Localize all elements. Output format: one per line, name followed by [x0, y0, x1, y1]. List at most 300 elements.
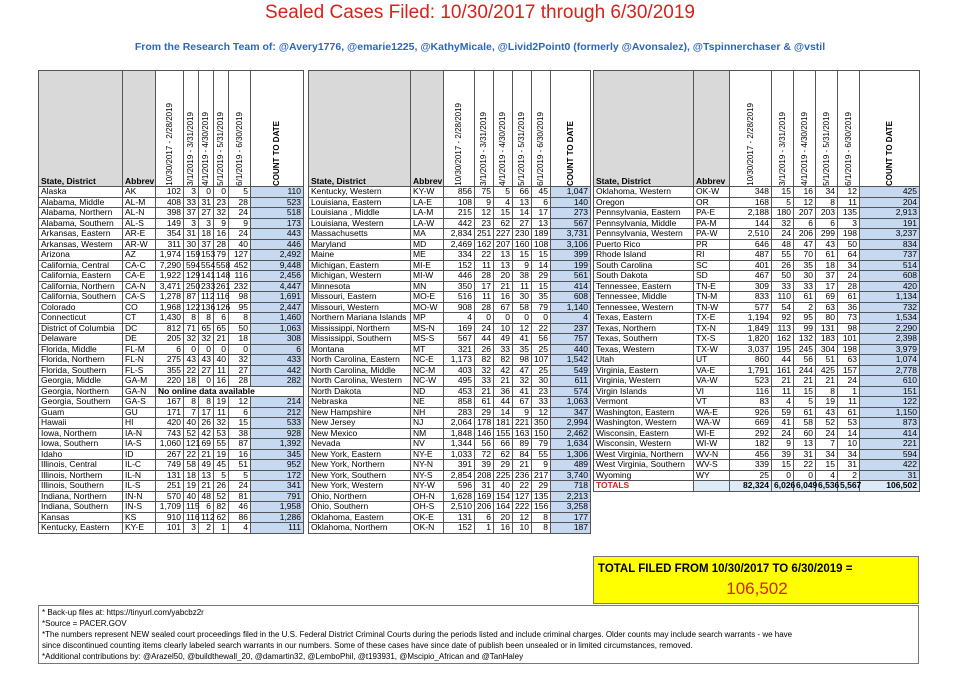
period-count: 44 [772, 355, 794, 366]
period-count: 50 [838, 239, 860, 250]
count-to-date: 1,306 [551, 449, 591, 460]
count-to-date: 4,447 [251, 281, 304, 292]
period-count: 18 [184, 470, 199, 481]
period-count: 44 [494, 397, 513, 408]
period-count: 52 [214, 491, 229, 502]
period-count: 217 [532, 470, 551, 481]
district-name: Montana [309, 344, 411, 355]
totals-value: 6,536 [816, 481, 838, 492]
district-abbrev: IL-N [123, 470, 156, 481]
period-count: 8 [184, 397, 199, 408]
period-count: 159 [184, 250, 199, 261]
count-to-date: 489 [551, 460, 591, 471]
count-to-date: 3,979 [860, 344, 920, 355]
district-name: Ohio, Northern [309, 491, 411, 502]
period-count: 6 [816, 218, 838, 229]
district-name: Illinois, Northern [39, 470, 123, 481]
period-count: 442 [444, 218, 475, 229]
count-to-date: 446 [251, 239, 304, 250]
table-row [39, 239, 304, 250]
totals-value: 6,026 [772, 481, 794, 492]
period-count: 16 [494, 523, 513, 534]
period-count: 236 [513, 470, 532, 481]
count-to-date: 425 [860, 187, 920, 198]
count-to-date: 4 [551, 313, 591, 324]
period-count: 3,471 [156, 281, 184, 292]
period-count: 22 [475, 250, 494, 261]
district-abbrev: LA-M [411, 208, 444, 219]
period-count: 31 [184, 229, 199, 240]
period-count: 42 [199, 428, 214, 439]
table-row [39, 313, 304, 324]
period-count: 67 [494, 302, 513, 313]
period-count: 62 [494, 449, 513, 460]
count-to-date: 1,634 [551, 439, 591, 450]
period-count: 65 [214, 323, 229, 334]
period-count: 8 [184, 313, 199, 324]
table-row [594, 250, 920, 261]
period-count: 309 [730, 281, 772, 292]
period-count: 164 [494, 502, 513, 513]
period-count: 34 [816, 449, 838, 460]
period-count: 40 [214, 355, 229, 366]
period-count: 9 [772, 439, 794, 450]
header-row [39, 71, 304, 187]
period-count: 339 [730, 460, 772, 471]
period-count: 69 [199, 439, 214, 450]
table-row [594, 208, 920, 219]
period-count: 350 [532, 418, 551, 429]
district-abbrev: AL-N [123, 208, 156, 219]
totals-value: 82,324 [730, 481, 772, 492]
district-name: Missouri, Western [309, 302, 411, 313]
period-count: 15 [532, 281, 551, 292]
period-count: 16 [214, 229, 229, 240]
period-count: 9 [229, 218, 251, 229]
period-count: 54 [772, 302, 794, 313]
district-name: West Virginia, Southern [594, 460, 694, 471]
period-count: 63 [816, 302, 838, 313]
period-count: 152 [444, 523, 475, 534]
district-abbrev: TX-S [694, 334, 730, 345]
district-abbrev: FL-M [123, 344, 156, 355]
table-row [39, 271, 304, 282]
period-count: 398 [156, 208, 184, 219]
table-row [39, 512, 304, 523]
period-header [772, 71, 794, 187]
period-count: 32 [475, 365, 494, 376]
period-count: 6 [532, 197, 551, 208]
district-abbrev: TX-W [694, 344, 730, 355]
period-header [816, 71, 838, 187]
table-row [309, 229, 591, 240]
period-count: 50 [772, 271, 794, 282]
district-abbrev: CA-C [123, 260, 156, 271]
period-count: 4 [229, 523, 251, 534]
district-abbrev: WV-N [694, 449, 730, 460]
count-to-date: 2,913 [860, 208, 920, 219]
district-name: Arkansas, Western [39, 239, 123, 250]
district-name: Alabama, Northern [39, 208, 123, 219]
period-count: 0 [475, 313, 494, 324]
district-abbrev: MP [411, 313, 444, 324]
table-row [594, 439, 920, 450]
period-count: 27 [199, 208, 214, 219]
count-to-date: 3,237 [860, 229, 920, 240]
period-count: 44 [475, 334, 494, 345]
district-abbrev: CA-S [123, 292, 156, 303]
table-row [309, 218, 591, 229]
period-count: 7 [816, 439, 838, 450]
table-row [594, 449, 920, 460]
header-row [309, 71, 591, 187]
table-row [39, 365, 304, 376]
period-count: 32 [214, 418, 229, 429]
table-row [39, 470, 304, 481]
period-count: 22 [184, 365, 199, 376]
period-count: 32 [772, 218, 794, 229]
period-count: 4 [772, 397, 794, 408]
period-count: 21 [816, 376, 838, 387]
period-count: 221 [513, 418, 532, 429]
period-count: 21 [475, 386, 494, 397]
period-count: 420 [156, 418, 184, 429]
period-count: 39 [772, 449, 794, 460]
period-count: 0 [532, 313, 551, 324]
count-to-date-label: COUNT TO DATE [272, 120, 282, 186]
district-abbrev: WI-E [694, 428, 730, 439]
table-row [594, 428, 920, 439]
period-count: 5 [229, 187, 251, 198]
count-to-date: 610 [860, 376, 920, 387]
period-count: 33 [772, 281, 794, 292]
table-row [309, 334, 591, 345]
period-header [184, 71, 199, 187]
period-count: 98 [838, 323, 860, 334]
count-to-date: 2,398 [860, 334, 920, 345]
table-row [39, 418, 304, 429]
period-count: 34 [838, 260, 860, 271]
count-to-date: 199 [551, 260, 591, 271]
period-count: 149 [156, 218, 184, 229]
district-table-3 [593, 70, 920, 492]
district-name: Oklahoma, Western [594, 187, 694, 198]
period-count: 1,173 [444, 355, 475, 366]
count-to-date: 414 [551, 281, 591, 292]
footnote-line: since discontinued counting items clearly labeled search warrants in our numbers. Some of these cases have since date of publish been unsealed or in limited circumstances, removed. [42, 641, 693, 650]
period-count: 594 [184, 260, 199, 271]
period-count: 4 [816, 470, 838, 481]
count-to-date: 518 [251, 208, 304, 219]
period-count: 14 [494, 407, 513, 418]
period-count: 401 [730, 260, 772, 271]
district-name: Colorado [39, 302, 123, 313]
count-to-date: 110 [251, 187, 304, 198]
count-to-date: 433 [251, 355, 304, 366]
district-name: Louisiana, Eastern [309, 197, 411, 208]
count-to-date: 1,134 [860, 292, 920, 303]
period-count: 27 [199, 365, 214, 376]
period-count: 207 [794, 208, 816, 219]
period-count: 453 [444, 386, 475, 397]
district-name: Louisiana, Western [309, 218, 411, 229]
period-count: 69 [816, 292, 838, 303]
period-count: 299 [816, 229, 838, 240]
count-to-date: 608 [860, 271, 920, 282]
district-abbrev: AR-W [123, 239, 156, 250]
period-count: 1,628 [444, 491, 475, 502]
count-to-date: 757 [551, 334, 591, 345]
district-abbrev: OH-S [411, 502, 444, 513]
period-count: 208 [475, 470, 494, 481]
district-abbrev: NM [411, 428, 444, 439]
period-count: 30 [794, 271, 816, 282]
period-header [156, 71, 184, 187]
period-count: 108 [444, 197, 475, 208]
district-name: Georgia, Northern [39, 386, 123, 397]
period-count: 206 [794, 229, 816, 240]
period-header-label: 4/1/2019 - 4/30/2019 [799, 112, 809, 186]
total-filed-value: 106,502 [726, 579, 788, 598]
footnote-line: *Source = PACER.GOV [42, 619, 127, 628]
table-row [309, 512, 591, 523]
period-header [214, 71, 229, 187]
table-row [594, 376, 920, 387]
period-count: 87 [184, 292, 199, 303]
period-count: 79 [214, 250, 229, 261]
count-to-date: 561 [551, 271, 591, 282]
count-to-date: 737 [860, 250, 920, 261]
period-count: 8 [816, 386, 838, 397]
period-header-label: 6/1/2019 - 6/30/2019 [234, 112, 244, 186]
table-row [594, 355, 920, 366]
period-count: 0 [772, 470, 794, 481]
count-to-date: 523 [251, 197, 304, 208]
period-count: 24 [229, 481, 251, 492]
period-count: 6 [794, 218, 816, 229]
period-count: 17 [199, 407, 214, 418]
period-count: 157 [838, 365, 860, 376]
period-header-label: 3/1/2019 - 3/31/2019 [777, 112, 787, 186]
district-abbrev: TN-M [694, 292, 730, 303]
period-count: 56 [475, 439, 494, 450]
table-row [594, 397, 920, 408]
period-count: 43 [184, 355, 199, 366]
period-count: 129 [184, 271, 199, 282]
period-count: 39 [475, 460, 494, 471]
period-count: 4 [494, 197, 513, 208]
district-abbrev: TN-E [694, 281, 730, 292]
period-count: 11 [772, 386, 794, 397]
period-count: 47 [794, 239, 816, 250]
count-to-date: 952 [251, 460, 304, 471]
table-row [594, 281, 920, 292]
district-abbrev: CA-E [123, 271, 156, 282]
district-name: Iowa, Northern [39, 428, 123, 439]
period-count: 233 [199, 281, 214, 292]
period-count: 56 [532, 334, 551, 345]
district-name: Oregon [594, 197, 694, 208]
period-count: 2,510 [730, 229, 772, 240]
period-count: 9 [475, 197, 494, 208]
period-count: 1 [475, 523, 494, 534]
table-row [309, 208, 591, 219]
period-count: 1,820 [730, 334, 772, 345]
period-count: 30 [513, 292, 532, 303]
period-count: 35 [532, 292, 551, 303]
district-abbrev: NY-N [411, 460, 444, 471]
period-count: 148 [214, 271, 229, 282]
period-count: 56 [794, 355, 816, 366]
district-name: California, Central [39, 260, 123, 271]
district-abbrev: FL-S [123, 365, 156, 376]
period-count: 743 [156, 428, 184, 439]
period-count: 122 [184, 302, 199, 313]
table-row [39, 302, 304, 313]
district-name: Tennessee, Eastern [594, 281, 694, 292]
period-count: 95 [794, 313, 816, 324]
table-row [39, 208, 304, 219]
period-count: 29 [532, 481, 551, 492]
period-count: 34 [838, 449, 860, 460]
period-count: 926 [730, 407, 772, 418]
period-header [229, 71, 251, 187]
district-name: Utah [594, 355, 694, 366]
count-to-date: 443 [251, 229, 304, 240]
table-row [309, 523, 591, 534]
period-count: 487 [730, 250, 772, 261]
count-to-date: 6 [251, 344, 304, 355]
period-count: 35 [794, 260, 816, 271]
period-count: 113 [772, 323, 794, 334]
period-count: 32 [214, 208, 229, 219]
table-row [39, 439, 304, 450]
district-name: New York, Southern [309, 470, 411, 481]
period-count: 30 [184, 239, 199, 250]
period-count: 203 [816, 208, 838, 219]
district-name: Wisconsin, Western [594, 439, 694, 450]
period-count: 15 [772, 187, 794, 198]
district-abbrev: NE [411, 397, 444, 408]
period-count: 452 [229, 260, 251, 271]
period-count: 9 [532, 460, 551, 471]
district-name: North Carolina, Western [309, 376, 411, 387]
district-name: Mississippi, Northern [309, 323, 411, 334]
period-count: 112 [199, 292, 214, 303]
table-row [309, 460, 591, 471]
period-count: 11 [513, 281, 532, 292]
period-count: 162 [475, 239, 494, 250]
period-header-label: 6/1/2019 - 6/30/2019 [843, 112, 853, 186]
district-name: Guam [39, 407, 123, 418]
period-count: 67 [513, 397, 532, 408]
period-count: 15 [513, 250, 532, 261]
period-count: 55 [772, 250, 794, 261]
period-count: 135 [838, 208, 860, 219]
table-row [594, 386, 920, 397]
period-count: 18 [229, 334, 251, 345]
district-abbrev: LA-W [411, 218, 444, 229]
period-count: 567 [444, 334, 475, 345]
period-count: 112 [199, 512, 214, 523]
district-name: Washington, Western [594, 418, 694, 429]
period-count: 51 [816, 355, 838, 366]
district-abbrev: MN [411, 281, 444, 292]
table-row [309, 281, 591, 292]
period-count: 3,037 [730, 344, 772, 355]
period-count: 26 [475, 344, 494, 355]
period-count: 251 [156, 481, 184, 492]
district-name: Indiana, Southern [39, 502, 123, 513]
count-to-date: 1,392 [251, 439, 304, 450]
district-abbrev: PA-W [694, 229, 730, 240]
district-name: Pennsylvania, Middle [594, 218, 694, 229]
district-abbrev: ND [411, 386, 444, 397]
count-to-date: 151 [860, 386, 920, 397]
table-row [594, 470, 920, 481]
period-count: 19 [214, 397, 229, 408]
period-count: 37 [184, 208, 199, 219]
period-count: 0 [199, 187, 214, 198]
period-count: 82 [494, 355, 513, 366]
period-count: 163 [513, 428, 532, 439]
period-count: 0 [794, 470, 816, 481]
district-name: Rhode Island [594, 250, 694, 261]
period-header-label: 4/1/2019 - 4/30/2019 [201, 112, 211, 186]
period-count: 83 [730, 397, 772, 408]
period-header-label: 3/1/2019 - 3/31/2019 [186, 112, 196, 186]
count-to-date: 718 [551, 481, 591, 492]
district-abbrev: TX-N [694, 323, 730, 334]
period-count: 10 [513, 523, 532, 534]
period-count: 32 [184, 334, 199, 345]
period-count: 908 [444, 302, 475, 313]
period-count: 230 [513, 229, 532, 240]
period-count: 40 [229, 239, 251, 250]
period-count: 168 [730, 197, 772, 208]
count-to-date: 514 [860, 260, 920, 271]
count-to-date: 1,691 [251, 292, 304, 303]
period-count: 195 [772, 344, 794, 355]
district-abbrev: NY-W [411, 481, 444, 492]
district-name: Florida, Middle [39, 344, 123, 355]
district-name: Idaho [39, 449, 123, 460]
period-count: 7,290 [156, 260, 184, 271]
period-count: 1,791 [730, 365, 772, 376]
period-count: 14 [838, 428, 860, 439]
table-row [309, 355, 591, 366]
period-count: 36 [838, 302, 860, 313]
district-name: Indiana, Northern [39, 491, 123, 502]
count-to-date: 442 [251, 365, 304, 376]
count-to-date: 1,063 [251, 323, 304, 334]
period-count: 856 [444, 187, 475, 198]
district-abbrev: NH [411, 407, 444, 418]
period-count: 18 [199, 229, 214, 240]
table-row [594, 313, 920, 324]
period-count: 21 [199, 481, 214, 492]
period-count: 18 [184, 376, 199, 387]
district-abbrev: PR [694, 239, 730, 250]
period-count: 75 [475, 187, 494, 198]
period-count: 183 [816, 334, 838, 345]
period-count: 1,849 [730, 323, 772, 334]
period-count: 40 [494, 481, 513, 492]
period-count: 206 [475, 502, 494, 513]
period-count: 178 [475, 418, 494, 429]
period-count: 156 [532, 502, 551, 513]
district-name: Massachusetts [309, 229, 411, 240]
